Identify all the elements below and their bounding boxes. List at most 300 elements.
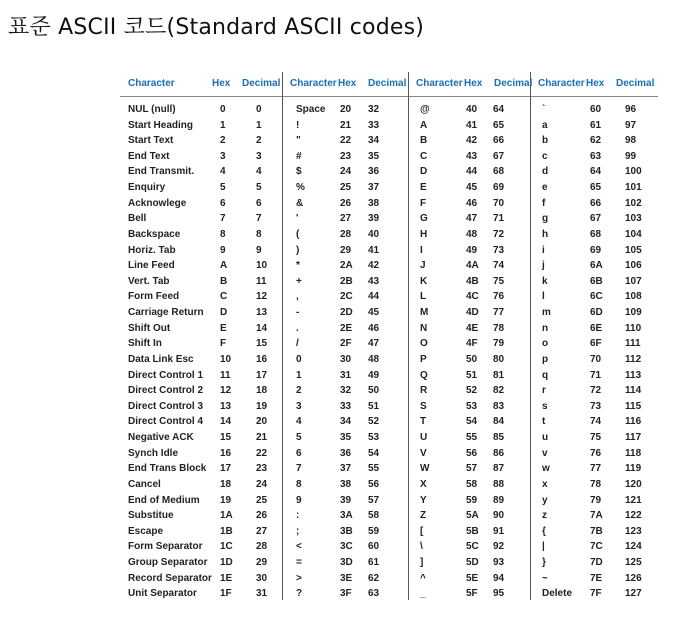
cell-character: [ [420,525,424,537]
cell-hex: 77 [590,463,602,475]
cell-character: _ [420,588,426,600]
cell-decimal: 59 [368,525,380,537]
cell-character: j [542,260,545,272]
cell-decimal: 69 [493,182,505,194]
cell-hex: 7A [590,510,603,522]
cell-character: s [542,400,548,412]
cell-hex: 49 [466,244,478,256]
cell-character: 2 [296,385,302,397]
cell-decimal: 100 [625,166,642,178]
cell-character: End Text [128,150,170,162]
cell-decimal: 22 [256,447,268,459]
cell-character: Record Separator [128,572,212,584]
cell-character: \ [420,541,423,553]
cell-character: Z [420,510,427,522]
cell-decimal: 86 [493,447,505,459]
cell-decimal: 74 [493,260,505,272]
cell-hex: 6B [590,275,603,287]
cell-decimal: 2 [256,135,262,147]
cell-decimal: 91 [493,525,505,537]
header-hex: Hex [338,78,357,89]
cell-hex: 17 [220,463,232,475]
cell-character: , [296,291,299,303]
cell-character: H [420,228,428,240]
cell-hex: E [220,322,227,334]
cell-decimal: 88 [493,478,505,490]
cell-decimal: 40 [368,228,380,240]
cell-decimal: 55 [368,463,380,475]
cell-character: 9 [296,494,302,506]
cell-decimal: 4 [256,166,262,178]
cell-hex: 31 [340,369,352,381]
cell-character: ; [296,525,300,537]
cell-decimal: 112 [625,353,642,365]
cell-decimal: 49 [368,369,380,381]
cell-decimal: 0 [256,104,262,115]
cell-hex: 30 [340,353,352,365]
cell-character: 0 [296,353,302,365]
cell-character: g [542,213,549,225]
cell-character: Shift Out [128,322,171,334]
cell-decimal: 68 [493,166,505,178]
cell-character: @ [420,104,430,115]
cell-decimal: 48 [368,353,380,365]
cell-decimal: 41 [368,244,380,256]
cell-hex: 44 [466,166,478,178]
cell-decimal: 52 [368,416,380,428]
cell-character: . [296,322,299,334]
cell-hex: C [220,291,228,303]
cell-decimal: 50 [368,385,380,397]
header-hex: Hex [586,78,605,89]
cell-character: C [420,150,428,162]
cell-decimal: 84 [493,416,505,428]
cell-hex: 1 [220,119,226,131]
cell-hex: 72 [590,385,602,397]
cell-character: ) [296,244,300,256]
header-hex: Hex [464,78,483,89]
cell-hex: 4 [220,166,226,178]
cell-hex: 63 [590,150,602,162]
cell-character: r [542,385,546,397]
cell-character: Data Link Esc [128,353,194,365]
cell-hex: 5B [466,525,479,537]
cell-character: NUL (null) [128,104,176,115]
cell-hex: 14 [220,416,232,428]
cell-character: S [420,400,427,412]
cell-hex: 52 [466,385,478,397]
cell-hex: 35 [340,432,352,444]
cell-character: U [420,432,428,444]
cell-hex: 79 [590,494,602,506]
cell-decimal: 82 [493,385,505,397]
cell-hex: 29 [340,244,352,256]
cell-decimal: 39 [368,213,380,225]
cell-decimal: 90 [493,510,505,522]
cell-character: Space [296,104,326,115]
cell-decimal: 87 [493,463,505,475]
cell-hex: 15 [220,432,232,444]
cell-character: V [420,447,427,459]
cell-hex: 56 [466,447,478,459]
cell-hex: 71 [590,369,602,381]
cell-decimal: 16 [256,353,268,365]
cell-character: Enquiry [128,182,166,194]
cell-character: m [542,307,551,319]
cell-character: P [420,353,427,365]
cell-decimal: 14 [256,322,268,334]
cell-decimal: 27 [256,525,268,537]
cell-decimal: 30 [256,572,268,584]
cell-decimal: 42 [368,260,380,272]
cell-character: 6 [296,447,302,459]
cell-hex: 1B [220,525,233,537]
cell-decimal: 54 [368,447,380,459]
cell-hex: 1A [220,510,233,522]
header-character: Character [538,78,585,89]
cell-character: a [542,119,548,131]
cell-decimal: 104 [625,228,642,240]
cell-decimal: 35 [368,150,380,162]
cell-character: e [542,182,548,194]
cell-decimal: 61 [368,556,380,568]
cell-character: d [542,166,549,178]
cell-character: ~ [542,572,548,584]
cell-decimal: 7 [256,213,262,225]
cell-decimal: 71 [493,213,505,225]
cell-character: A [420,119,428,131]
cell-hex: 7 [220,213,226,225]
cell-hex: 3D [340,556,353,568]
cell-hex: 3E [340,572,353,584]
cell-decimal: 26 [256,510,268,522]
cell-character: } [542,556,546,568]
cell-character: W [420,463,430,475]
cell-character: Start Text [128,135,174,147]
cell-decimal: 31 [256,588,268,600]
cell-character: Horiz. Tab [128,244,176,256]
cell-character: " [296,135,301,147]
cell-hex: F [220,338,227,350]
cell-character: Direct Control 2 [128,385,204,397]
cell-hex: 47 [466,213,478,225]
cell-hex: 36 [340,447,352,459]
cell-hex: 1C [220,541,233,553]
cell-hex: 19 [220,494,232,506]
cell-character: ? [296,588,303,600]
cell-hex: 2E [340,322,353,334]
cell-hex: 43 [466,150,478,162]
cell-hex: 51 [466,369,478,381]
cell-decimal: 102 [625,197,642,209]
cell-hex: 42 [466,135,478,147]
cell-hex: 78 [590,478,602,490]
cell-decimal: 46 [368,322,380,334]
cell-hex: 57 [466,463,478,475]
cell-decimal: 113 [625,369,642,381]
cell-hex: 18 [220,478,232,490]
cell-decimal: 44 [368,291,380,303]
cell-hex: 8 [220,228,226,240]
cell-character: o [542,338,549,350]
cell-hex: 5A [466,510,479,522]
cell-character: : [296,510,300,522]
cell-character: R [420,385,428,397]
cell-character: Q [420,369,428,381]
cell-hex: 3C [340,541,353,553]
cell-hex: 5C [466,541,479,553]
cell-hex: 58 [466,478,478,490]
cell-hex: 0 [220,104,226,115]
cell-character: f [542,197,546,209]
cell-hex: 13 [220,400,232,412]
cell-character: D [420,166,428,178]
cell-decimal: 96 [625,104,637,115]
cell-decimal: 105 [625,244,642,256]
cell-decimal: 72 [493,228,505,240]
ascii-table [120,72,658,604]
cell-decimal: 63 [368,588,380,600]
cell-hex: 37 [340,463,352,475]
column-divider [408,72,409,600]
cell-hex: 50 [466,353,478,365]
cell-hex: 66 [590,197,602,209]
header-decimal: Decimal [368,78,407,89]
cell-decimal: 62 [368,572,380,584]
cell-hex: 3F [340,588,352,600]
cell-character: ! [296,119,300,131]
cell-hex: 39 [340,494,352,506]
cell-hex: 76 [590,447,602,459]
cell-hex: 32 [340,385,352,397]
cell-character: ` [542,104,546,115]
cell-hex: 60 [590,104,602,115]
cell-hex: 4D [466,307,479,319]
cell-character: Bell [128,213,147,225]
cell-decimal: 79 [493,338,505,350]
cell-hex: 34 [340,416,352,428]
cell-character: Cancel [128,478,161,490]
cell-character: Direct Control 1 [128,369,204,381]
cell-character: Vert. Tab [128,275,170,287]
cell-hex: 22 [340,135,352,147]
cell-decimal: 37 [368,182,380,194]
cell-decimal: 99 [625,150,637,162]
cell-hex: 68 [590,228,602,240]
cell-hex: D [220,307,228,319]
cell-character: & [296,197,304,209]
header-divider [120,96,658,97]
cell-character: Start Heading [128,119,194,131]
header-hex: Hex [212,78,231,89]
cell-decimal: 57 [368,494,380,506]
cell-decimal: 3 [256,150,262,162]
header-decimal: Decimal [242,78,281,89]
cell-hex: 4B [466,275,479,287]
cell-decimal: 56 [368,478,380,490]
cell-hex: 1D [220,556,233,568]
cell-character: % [296,182,305,194]
cell-hex: 21 [340,119,352,131]
cell-decimal: 93 [493,556,505,568]
cell-hex: 4F [466,338,478,350]
cell-character: 1 [296,369,302,381]
cell-decimal: 121 [625,494,642,506]
cell-decimal: 11 [256,275,267,287]
cell-hex: B [220,275,228,287]
cell-decimal: 10 [256,260,268,272]
cell-decimal: 38 [368,197,380,209]
cell-hex: 74 [590,416,602,428]
cell-character: z [542,510,547,522]
cell-decimal: 119 [625,463,642,475]
cell-decimal: 47 [368,338,380,350]
cell-character: u [542,432,549,444]
cell-decimal: 110 [625,322,642,334]
cell-character: v [542,447,548,459]
cell-character: Escape [128,525,164,537]
cell-character: B [420,135,428,147]
cell-decimal: 108 [625,291,642,303]
cell-decimal: 1 [256,119,262,131]
cell-decimal: 13 [256,307,268,319]
cell-hex: 75 [590,432,602,444]
cell-decimal: 103 [625,213,642,225]
cell-character: w [542,463,550,475]
cell-hex: 6A [590,260,603,272]
cell-character: | [542,541,545,553]
cell-hex: 33 [340,400,352,412]
cell-decimal: 75 [493,275,505,287]
cell-decimal: 115 [625,400,642,412]
header-decimal: Decimal [494,78,533,89]
cell-decimal: 89 [493,494,505,506]
cell-character: q [542,369,549,381]
cell-hex: 48 [466,228,478,240]
cell-character: O [420,338,428,350]
cell-character: Form Separator [128,541,203,553]
cell-character: 3 [296,400,302,412]
cell-hex: 5F [466,588,478,600]
cell-hex: 2 [220,135,226,147]
cell-decimal: 34 [368,135,380,147]
cell-character: Group Separator [128,556,208,568]
cell-decimal: 109 [625,307,642,319]
cell-decimal: 73 [493,244,505,256]
cell-character: End Transmit. [128,166,195,178]
cell-hex: 45 [466,182,478,194]
cell-hex: 6 [220,197,226,209]
cell-character: Carriage Return [128,307,204,319]
cell-character: ^ [420,572,426,584]
cell-character: > [296,572,302,584]
cell-hex: 2F [340,338,352,350]
cell-hex: 6C [590,291,603,303]
cell-decimal: 67 [493,150,505,162]
cell-character: Acknowlege [128,197,187,209]
cell-character: $ [296,166,302,178]
cell-decimal: 28 [256,541,268,553]
cell-decimal: 106 [625,260,642,272]
cell-hex: 38 [340,478,352,490]
cell-decimal: 33 [368,119,380,131]
cell-character: Direct Control 3 [128,400,204,412]
cell-character: Synch Idle [128,447,179,459]
cell-hex: 65 [590,182,602,194]
cell-hex: 1F [220,588,232,600]
cell-character: b [542,135,549,147]
cell-hex: 54 [466,416,478,428]
cell-hex: 24 [340,166,352,178]
cell-decimal: 117 [625,432,642,444]
cell-character: ] [420,556,424,568]
cell-character: J [420,260,426,272]
cell-decimal: 29 [256,556,268,568]
cell-decimal: 20 [256,416,268,428]
cell-character: X [420,478,427,490]
cell-decimal: 45 [368,307,380,319]
cell-hex: 61 [590,119,602,131]
cell-character: 4 [296,416,302,428]
cell-hex: 4E [466,322,479,334]
cell-hex: 10 [220,353,232,365]
cell-character: F [420,197,427,209]
cell-decimal: 118 [625,447,642,459]
cell-hex: 26 [340,197,352,209]
cell-hex: 6D [590,307,603,319]
cell-decimal: 97 [625,119,637,131]
cell-hex: 7D [590,556,603,568]
cell-hex: A [220,260,228,272]
cell-decimal: 125 [625,556,642,568]
cell-decimal: 101 [625,182,642,194]
cell-hex: 2B [340,275,353,287]
cell-decimal: 126 [625,572,642,584]
cell-character: n [542,322,549,334]
cell-decimal: 36 [368,166,380,178]
cell-decimal: 76 [493,291,505,303]
cell-decimal: 95 [493,588,505,600]
cell-decimal: 124 [625,541,642,553]
cell-character: N [420,322,428,334]
cell-character: h [542,228,549,240]
cell-decimal: 43 [368,275,380,287]
cell-decimal: 51 [368,400,380,412]
cell-hex: 3B [340,525,353,537]
cell-decimal: 122 [625,510,642,522]
cell-character: * [296,260,300,272]
cell-hex: 4C [466,291,479,303]
cell-decimal: 66 [493,135,505,147]
cell-decimal: 23 [256,463,268,475]
cell-character: E [420,182,427,194]
cell-hex: 46 [466,197,478,209]
cell-decimal: 65 [493,119,505,131]
cell-decimal: 60 [368,541,380,553]
cell-character: 8 [296,478,302,490]
cell-decimal: 21 [256,432,268,444]
cell-decimal: 12 [256,291,268,303]
cell-hex: 7B [590,525,603,537]
cell-decimal: 9 [256,244,262,256]
cell-character: y [542,494,548,506]
cell-decimal: 6 [256,197,262,209]
column-divider [282,72,283,600]
cell-decimal: 98 [625,135,637,147]
cell-hex: 6F [590,338,602,350]
cell-character: 7 [296,463,302,475]
page-title: 표준 ASCII 코드(Standard ASCII codes) [8,15,425,40]
